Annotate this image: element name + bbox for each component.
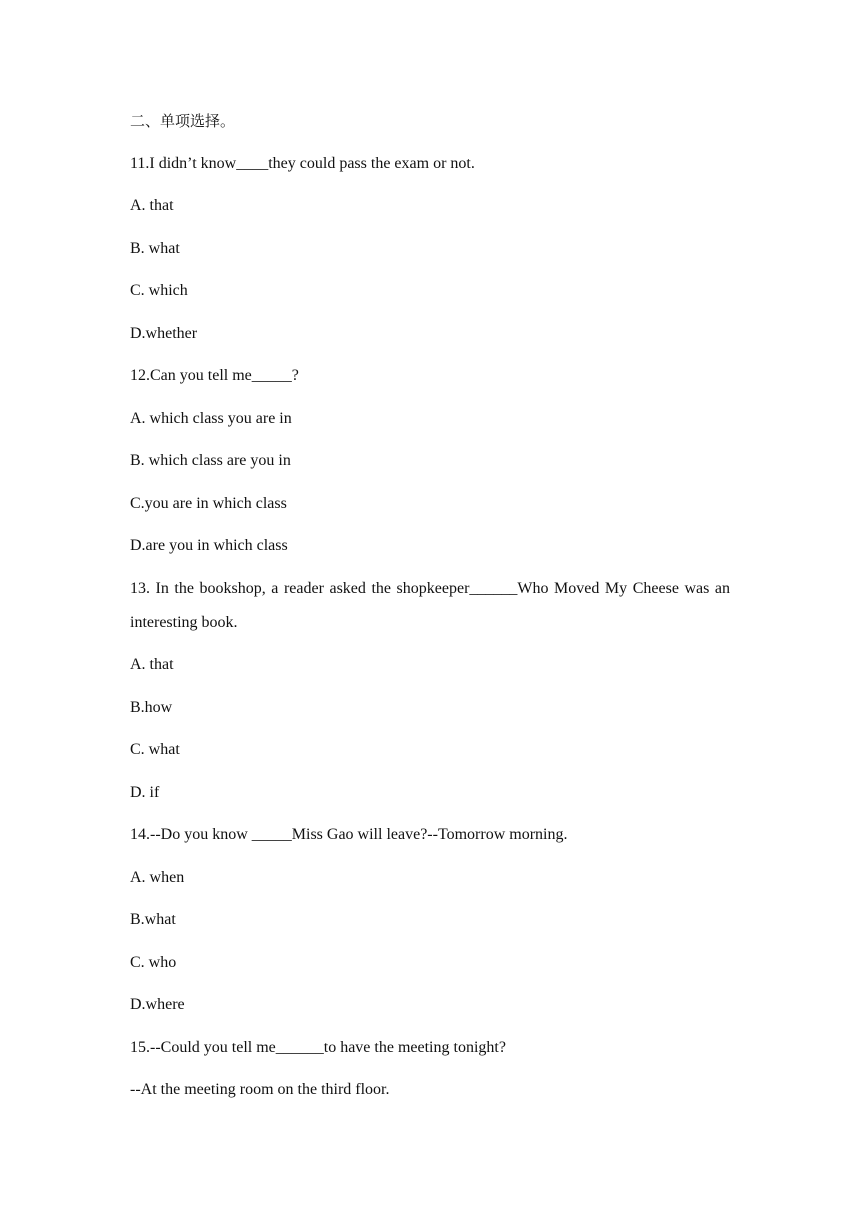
question-stem-14: 14.--Do you know _____Miss Gao will leave?--Tomorrow morning. xyxy=(130,826,568,843)
option-12-a: A. which class you are in xyxy=(130,409,292,427)
option-13-c: C. what xyxy=(130,741,180,758)
option-13-b: B.how xyxy=(130,698,173,716)
option-11-d: D.whether xyxy=(130,324,198,342)
option-14-a: A. when xyxy=(130,868,185,886)
answer-line-15: --At the meeting room on the third floor. xyxy=(130,1081,390,1098)
option-13-d: D. if xyxy=(130,783,160,801)
section-title: 二、单项选择。 xyxy=(130,112,236,130)
question-stem-11: 11.I didn’t know____they could pass the exam or not. xyxy=(130,154,475,172)
option-14-b: B.what xyxy=(130,911,176,928)
question-stem-12: 12.Can you tell me_____? xyxy=(130,367,299,384)
option-12-b: B. which class are you in xyxy=(130,452,291,469)
document-page xyxy=(130,109,730,1121)
option-11-a: A. that xyxy=(130,197,174,214)
question-stem-13: 13. In the bookshop, a reader asked the shopkeeper______Who Moved My Cheese was an interesting book. xyxy=(130,579,730,631)
option-14-d: D.where xyxy=(130,996,185,1013)
option-14-c: C. who xyxy=(130,953,177,971)
option-11-b: B. what xyxy=(130,239,180,257)
option-12-c: C.you are in which class xyxy=(130,494,287,512)
question-stem-15: 15.--Could you tell me______to have the meeting tonight? xyxy=(130,1038,506,1056)
option-12-d: D.are you in which class xyxy=(130,537,288,554)
option-11-c: C. which xyxy=(130,282,188,299)
option-13-a: A. that xyxy=(130,656,174,673)
